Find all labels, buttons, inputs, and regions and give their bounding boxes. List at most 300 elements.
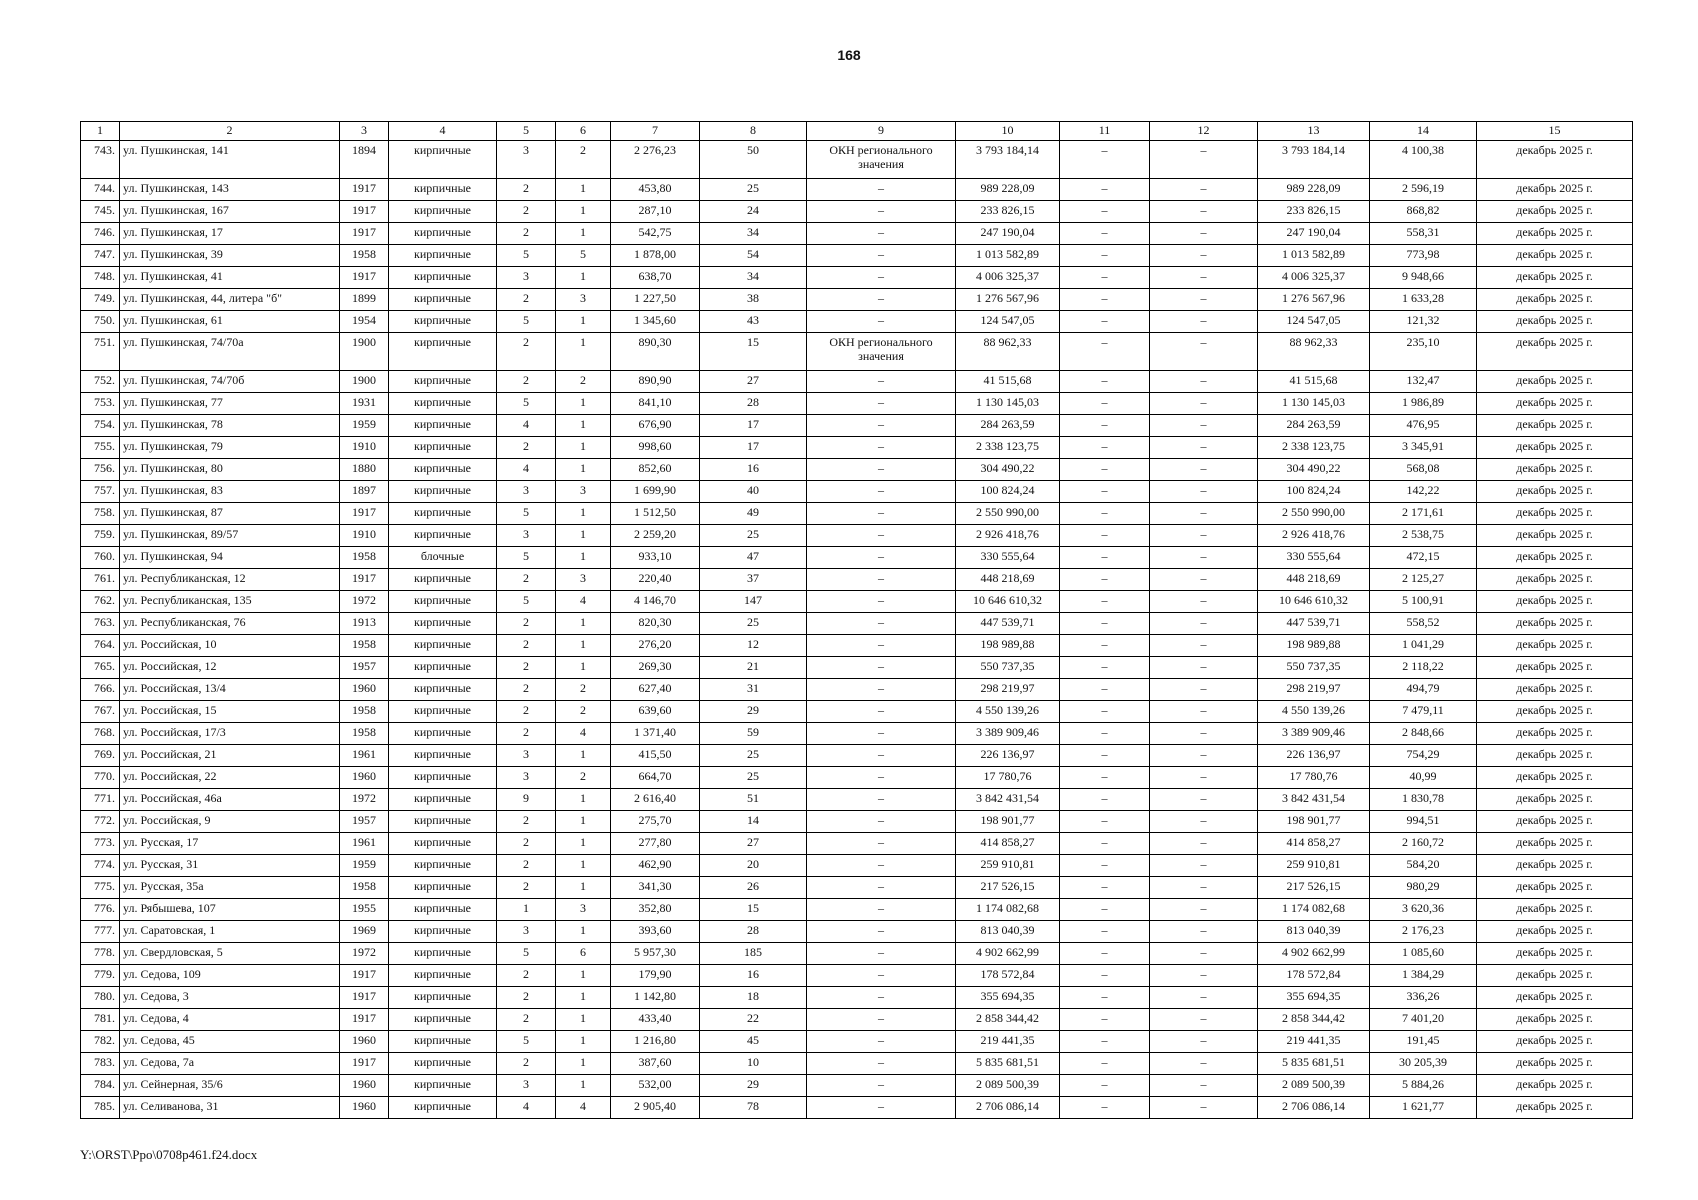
cell-address: ул. Седова, 45 — [120, 1031, 340, 1053]
cell-cost-per-sqm: 754,29 — [1370, 745, 1477, 767]
cell-row-number: 773. — [81, 833, 120, 855]
cell-floors: 2 — [497, 1009, 556, 1031]
cell-row-number: 758. — [81, 503, 120, 525]
cell-entrances: 1 — [556, 921, 611, 943]
cell-cost-col-11: – — [1060, 459, 1150, 481]
cell-area: 1 512,50 — [611, 503, 700, 525]
cell-deadline: декабрь 2025 г. — [1477, 223, 1633, 245]
table-row — [81, 965, 1633, 987]
cell-entrances: 4 — [556, 723, 611, 745]
cell-deadline: декабрь 2025 г. — [1477, 1009, 1633, 1031]
cell-deadline: декабрь 2025 г. — [1477, 1075, 1633, 1097]
cell-entrances: 1 — [556, 333, 611, 371]
cell-residents: 185 — [700, 943, 807, 965]
cell-residents: 40 — [700, 481, 807, 503]
cell-row-number: 769. — [81, 745, 120, 767]
cell-entrances: 1 — [556, 201, 611, 223]
cell-area: 269,30 — [611, 657, 700, 679]
cell-cost-col-12: – — [1150, 503, 1258, 525]
cell-row-number: 784. — [81, 1075, 120, 1097]
cell-cost-per-sqm: 558,31 — [1370, 223, 1477, 245]
cell-cost-col-13: 284 263,59 — [1258, 415, 1370, 437]
cell-cost-total: 298 219,97 — [956, 679, 1060, 701]
cell-cost-col-13: 447 539,71 — [1258, 613, 1370, 635]
cell-cost-col-12: – — [1150, 921, 1258, 943]
cell-residents: 25 — [700, 525, 807, 547]
cell-wall-material: кирпичные — [389, 201, 497, 223]
cell-area: 1 142,80 — [611, 987, 700, 1009]
cell-cost-total: 178 572,84 — [956, 965, 1060, 987]
cell-cost-col-12: – — [1150, 333, 1258, 371]
cell-wall-material: кирпичные — [389, 965, 497, 987]
cell-address: ул. Пушкинская, 87 — [120, 503, 340, 525]
cell-cost-col-13: 3 389 909,46 — [1258, 723, 1370, 745]
cell-area: 639,60 — [611, 701, 700, 723]
cell-address: ул. Пушкинская, 74/70а — [120, 333, 340, 371]
cell-address: ул. Пушкинская, 143 — [120, 179, 340, 201]
cell-year-built: 1917 — [340, 223, 389, 245]
cell-cost-col-12: – — [1150, 965, 1258, 987]
cell-cost-total: 124 547,05 — [956, 311, 1060, 333]
cell-cost-col-11: – — [1060, 503, 1150, 525]
cell-address: ул. Республиканская, 12 — [120, 569, 340, 591]
cell-address: ул. Русская, 17 — [120, 833, 340, 855]
table-row — [81, 635, 1633, 657]
cell-floors: 3 — [497, 745, 556, 767]
cell-cost-col-12: – — [1150, 877, 1258, 899]
cell-cost-total: 3 793 184,14 — [956, 141, 1060, 179]
cell-residents: 25 — [700, 745, 807, 767]
cell-address: ул. Пушкинская, 61 — [120, 311, 340, 333]
cell-entrances: 1 — [556, 547, 611, 569]
cell-cost-col-11: – — [1060, 679, 1150, 701]
cell-floors: 9 — [497, 789, 556, 811]
cell-heritage-status: – — [807, 1053, 956, 1075]
cell-area: 275,70 — [611, 811, 700, 833]
cell-cost-col-13: 100 824,24 — [1258, 481, 1370, 503]
cell-address: ул. Пушкинская, 94 — [120, 547, 340, 569]
cell-floors: 2 — [497, 179, 556, 201]
cell-floors: 1 — [497, 899, 556, 921]
cell-deadline: декабрь 2025 г. — [1477, 547, 1633, 569]
cell-area: 415,50 — [611, 745, 700, 767]
table-row — [81, 877, 1633, 899]
cell-residents: 27 — [700, 371, 807, 393]
table-row — [81, 311, 1633, 333]
cell-floors: 2 — [497, 289, 556, 311]
cell-row-number: 765. — [81, 657, 120, 679]
cell-deadline: декабрь 2025 г. — [1477, 525, 1633, 547]
cell-floors: 3 — [497, 525, 556, 547]
cell-floors: 2 — [497, 333, 556, 371]
cell-row-number: 744. — [81, 179, 120, 201]
cell-deadline: декабрь 2025 г. — [1477, 701, 1633, 723]
cell-deadline: декабрь 2025 г. — [1477, 613, 1633, 635]
cell-cost-col-13: 17 780,76 — [1258, 767, 1370, 789]
cell-residents: 34 — [700, 223, 807, 245]
cell-deadline: декабрь 2025 г. — [1477, 1097, 1633, 1119]
cell-residents: 22 — [700, 1009, 807, 1031]
cell-entrances: 2 — [556, 371, 611, 393]
cell-area: 1 345,60 — [611, 311, 700, 333]
cell-heritage-status: – — [807, 569, 956, 591]
cell-floors: 2 — [497, 679, 556, 701]
cell-address: ул. Седова, 7а — [120, 1053, 340, 1075]
cell-entrances: 1 — [556, 745, 611, 767]
cell-entrances: 1 — [556, 1009, 611, 1031]
cell-heritage-status: ОКН регионального значения — [807, 333, 956, 371]
cell-residents: 26 — [700, 877, 807, 899]
cell-heritage-status: – — [807, 1075, 956, 1097]
table-row — [81, 333, 1633, 371]
cell-area: 676,90 — [611, 415, 700, 437]
cell-cost-col-11: – — [1060, 855, 1150, 877]
cell-year-built: 1958 — [340, 877, 389, 899]
cell-deadline: декабрь 2025 г. — [1477, 591, 1633, 613]
cell-address: ул. Пушкинская, 17 — [120, 223, 340, 245]
cell-deadline: декабрь 2025 г. — [1477, 503, 1633, 525]
cell-cost-per-sqm: 1 621,77 — [1370, 1097, 1477, 1119]
cell-deadline: декабрь 2025 г. — [1477, 333, 1633, 371]
cell-cost-per-sqm: 568,08 — [1370, 459, 1477, 481]
cell-cost-total: 233 826,15 — [956, 201, 1060, 223]
cell-cost-col-12: – — [1150, 141, 1258, 179]
cell-cost-col-12: – — [1150, 855, 1258, 877]
cell-row-number: 764. — [81, 635, 120, 657]
cell-deadline: декабрь 2025 г. — [1477, 987, 1633, 1009]
cell-year-built: 1960 — [340, 679, 389, 701]
cell-wall-material: кирпичные — [389, 745, 497, 767]
cell-wall-material: кирпичные — [389, 591, 497, 613]
cell-residents: 47 — [700, 547, 807, 569]
cell-cost-col-13: 1 276 567,96 — [1258, 289, 1370, 311]
table-row — [81, 267, 1633, 289]
cell-cost-col-11: – — [1060, 141, 1150, 179]
cell-row-number: 757. — [81, 481, 120, 503]
cell-cost-total: 447 539,71 — [956, 613, 1060, 635]
cell-address: ул. Саратовская, 1 — [120, 921, 340, 943]
cell-cost-col-13: 355 694,35 — [1258, 987, 1370, 1009]
cell-wall-material: кирпичные — [389, 437, 497, 459]
cell-cost-total: 198 901,77 — [956, 811, 1060, 833]
cell-heritage-status: – — [807, 745, 956, 767]
cell-row-number: 746. — [81, 223, 120, 245]
cell-cost-per-sqm: 2 125,27 — [1370, 569, 1477, 591]
cell-row-number: 775. — [81, 877, 120, 899]
cell-heritage-status: – — [807, 679, 956, 701]
cell-area: 532,00 — [611, 1075, 700, 1097]
cell-cost-col-13: 330 555,64 — [1258, 547, 1370, 569]
cell-cost-per-sqm: 2 848,66 — [1370, 723, 1477, 745]
column-header-6: 6 — [556, 122, 611, 141]
cell-year-built: 1913 — [340, 613, 389, 635]
cell-deadline: декабрь 2025 г. — [1477, 179, 1633, 201]
cell-entrances: 3 — [556, 899, 611, 921]
cell-address: ул. Пушкинская, 80 — [120, 459, 340, 481]
cell-residents: 16 — [700, 965, 807, 987]
cell-wall-material: кирпичные — [389, 333, 497, 371]
cell-cost-col-12: – — [1150, 289, 1258, 311]
cell-cost-total: 219 441,35 — [956, 1031, 1060, 1053]
cell-floors: 2 — [497, 855, 556, 877]
cell-cost-col-12: – — [1150, 811, 1258, 833]
cell-entrances: 1 — [556, 459, 611, 481]
cell-cost-col-12: – — [1150, 679, 1258, 701]
table-row — [81, 767, 1633, 789]
cell-cost-col-12: – — [1150, 547, 1258, 569]
cell-area: 276,20 — [611, 635, 700, 657]
cell-heritage-status: – — [807, 701, 956, 723]
cell-row-number: 754. — [81, 415, 120, 437]
cell-heritage-status: – — [807, 393, 956, 415]
cell-wall-material: кирпичные — [389, 503, 497, 525]
cell-cost-col-11: – — [1060, 267, 1150, 289]
cell-year-built: 1894 — [340, 141, 389, 179]
cell-wall-material: кирпичные — [389, 899, 497, 921]
cell-cost-col-12: – — [1150, 1031, 1258, 1053]
cell-cost-col-11: – — [1060, 201, 1150, 223]
table-row — [81, 141, 1633, 179]
table-row — [81, 833, 1633, 855]
table-row — [81, 657, 1633, 679]
cell-cost-per-sqm: 5 884,26 — [1370, 1075, 1477, 1097]
cell-floors: 2 — [497, 371, 556, 393]
cell-cost-col-11: – — [1060, 393, 1150, 415]
cell-cost-col-13: 233 826,15 — [1258, 201, 1370, 223]
cell-cost-total: 330 555,64 — [956, 547, 1060, 569]
cell-address: ул. Российская, 15 — [120, 701, 340, 723]
cell-heritage-status: – — [807, 789, 956, 811]
cell-area: 998,60 — [611, 437, 700, 459]
cell-year-built: 1972 — [340, 591, 389, 613]
cell-row-number: 785. — [81, 1097, 120, 1119]
cell-year-built: 1957 — [340, 657, 389, 679]
table-row — [81, 179, 1633, 201]
cell-entrances: 1 — [556, 223, 611, 245]
cell-wall-material: кирпичные — [389, 789, 497, 811]
cell-cost-total: 5 835 681,51 — [956, 1053, 1060, 1075]
cell-heritage-status: – — [807, 965, 956, 987]
cell-heritage-status: – — [807, 591, 956, 613]
cell-residents: 78 — [700, 1097, 807, 1119]
cell-entrances: 2 — [556, 679, 611, 701]
cell-address: ул. Пушкинская, 74/70б — [120, 371, 340, 393]
cell-cost-total: 1 013 582,89 — [956, 245, 1060, 267]
cell-address: ул. Пушкинская, 79 — [120, 437, 340, 459]
cell-address: ул. Свердловская, 5 — [120, 943, 340, 965]
cell-cost-total: 3 842 431,54 — [956, 789, 1060, 811]
cell-row-number: 763. — [81, 613, 120, 635]
cell-cost-col-11: – — [1060, 547, 1150, 569]
column-header-9: 9 — [807, 122, 956, 141]
cell-address: ул. Российская, 46а — [120, 789, 340, 811]
cell-heritage-status: – — [807, 289, 956, 311]
cell-cost-col-11: – — [1060, 289, 1150, 311]
cell-cost-col-12: – — [1150, 201, 1258, 223]
cell-row-number: 751. — [81, 333, 120, 371]
cell-year-built: 1899 — [340, 289, 389, 311]
cell-cost-per-sqm: 494,79 — [1370, 679, 1477, 701]
cell-heritage-status: – — [807, 267, 956, 289]
cell-cost-col-11: – — [1060, 635, 1150, 657]
cell-cost-per-sqm: 1 041,29 — [1370, 635, 1477, 657]
cell-floors: 5 — [497, 547, 556, 569]
cell-year-built: 1910 — [340, 437, 389, 459]
cell-address: ул. Российская, 17/3 — [120, 723, 340, 745]
cell-address: ул. Пушкинская, 39 — [120, 245, 340, 267]
cell-row-number: 766. — [81, 679, 120, 701]
cell-row-number: 776. — [81, 899, 120, 921]
column-header-14: 14 — [1370, 122, 1477, 141]
cell-deadline: декабрь 2025 г. — [1477, 811, 1633, 833]
cell-cost-col-13: 3 793 184,14 — [1258, 141, 1370, 179]
cell-address: ул. Российская, 10 — [120, 635, 340, 657]
table-row — [81, 547, 1633, 569]
cell-floors: 3 — [497, 921, 556, 943]
cell-entrances: 1 — [556, 1031, 611, 1053]
cell-cost-per-sqm: 142,22 — [1370, 481, 1477, 503]
cell-floors: 3 — [497, 481, 556, 503]
cell-residents: 51 — [700, 789, 807, 811]
cell-cost-col-13: 2 926 418,76 — [1258, 525, 1370, 547]
cell-residents: 37 — [700, 569, 807, 591]
table-row — [81, 745, 1633, 767]
cell-entrances: 5 — [556, 245, 611, 267]
cell-deadline: декабрь 2025 г. — [1477, 289, 1633, 311]
cell-floors: 2 — [497, 657, 556, 679]
cell-heritage-status: – — [807, 1097, 956, 1119]
cell-address: ул. Российская, 22 — [120, 767, 340, 789]
cell-cost-col-13: 3 842 431,54 — [1258, 789, 1370, 811]
cell-year-built: 1957 — [340, 811, 389, 833]
cell-cost-col-13: 226 136,97 — [1258, 745, 1370, 767]
table-row — [81, 679, 1633, 701]
cell-year-built: 1900 — [340, 371, 389, 393]
cell-wall-material: кирпичные — [389, 245, 497, 267]
cell-residents: 25 — [700, 767, 807, 789]
cell-cost-per-sqm: 235,10 — [1370, 333, 1477, 371]
cell-deadline: декабрь 2025 г. — [1477, 855, 1633, 877]
cell-entrances: 1 — [556, 855, 611, 877]
cell-entrances: 1 — [556, 987, 611, 1009]
cell-cost-col-12: – — [1150, 245, 1258, 267]
cell-address: ул. Пушкинская, 89/57 — [120, 525, 340, 547]
table-row — [81, 223, 1633, 245]
cell-cost-col-13: 989 228,09 — [1258, 179, 1370, 201]
cell-area: 2 276,23 — [611, 141, 700, 179]
cell-floors: 2 — [497, 701, 556, 723]
cell-wall-material: кирпичные — [389, 987, 497, 1009]
cell-row-number: 755. — [81, 437, 120, 459]
cell-wall-material: кирпичные — [389, 701, 497, 723]
cell-floors: 5 — [497, 1031, 556, 1053]
cell-cost-col-11: – — [1060, 481, 1150, 503]
cell-entrances: 1 — [556, 613, 611, 635]
cell-cost-col-13: 198 989,88 — [1258, 635, 1370, 657]
cell-cost-per-sqm: 2 118,22 — [1370, 657, 1477, 679]
cell-cost-per-sqm: 121,32 — [1370, 311, 1477, 333]
cell-entrances: 1 — [556, 415, 611, 437]
cell-wall-material: кирпичные — [389, 1097, 497, 1119]
cell-residents: 14 — [700, 811, 807, 833]
cell-wall-material: кирпичные — [389, 657, 497, 679]
cell-cost-total: 1 174 082,68 — [956, 899, 1060, 921]
cell-residents: 34 — [700, 267, 807, 289]
cell-cost-col-12: – — [1150, 223, 1258, 245]
cell-wall-material: кирпичные — [389, 877, 497, 899]
cell-row-number: 756. — [81, 459, 120, 481]
cell-year-built: 1917 — [340, 179, 389, 201]
cell-area: 841,10 — [611, 393, 700, 415]
cell-cost-col-13: 813 040,39 — [1258, 921, 1370, 943]
cell-cost-col-12: – — [1150, 789, 1258, 811]
cell-cost-per-sqm: 584,20 — [1370, 855, 1477, 877]
cell-year-built: 1917 — [340, 1053, 389, 1075]
cell-cost-col-12: – — [1150, 415, 1258, 437]
cell-wall-material: кирпичные — [389, 767, 497, 789]
cell-floors: 3 — [497, 267, 556, 289]
cell-area: 462,90 — [611, 855, 700, 877]
cell-cost-col-12: – — [1150, 657, 1258, 679]
cell-cost-col-13: 259 910,81 — [1258, 855, 1370, 877]
cell-cost-col-11: – — [1060, 943, 1150, 965]
cell-area: 890,90 — [611, 371, 700, 393]
cell-deadline: декабрь 2025 г. — [1477, 141, 1633, 179]
cell-entrances: 1 — [556, 1075, 611, 1097]
cell-row-number: 780. — [81, 987, 120, 1009]
cell-floors: 2 — [497, 635, 556, 657]
cell-cost-col-13: 414 858,27 — [1258, 833, 1370, 855]
cell-row-number: 743. — [81, 141, 120, 179]
cell-cost-per-sqm: 1 830,78 — [1370, 789, 1477, 811]
cell-year-built: 1958 — [340, 245, 389, 267]
cell-floors: 2 — [497, 569, 556, 591]
cell-cost-total: 2 926 418,76 — [956, 525, 1060, 547]
cell-heritage-status: – — [807, 657, 956, 679]
cell-entrances: 1 — [556, 657, 611, 679]
cell-wall-material: кирпичные — [389, 459, 497, 481]
cell-cost-total: 1 130 145,03 — [956, 393, 1060, 415]
cell-row-number: 782. — [81, 1031, 120, 1053]
cell-cost-col-12: – — [1150, 481, 1258, 503]
cell-cost-col-11: – — [1060, 311, 1150, 333]
cell-heritage-status: – — [807, 899, 956, 921]
cell-cost-col-11: – — [1060, 811, 1150, 833]
table-row — [81, 1009, 1633, 1031]
cell-entrances: 4 — [556, 591, 611, 613]
cell-heritage-status: – — [807, 311, 956, 333]
column-header-12: 12 — [1150, 122, 1258, 141]
cell-cost-per-sqm: 1 085,60 — [1370, 943, 1477, 965]
cell-heritage-status: – — [807, 525, 956, 547]
cell-cost-per-sqm: 558,52 — [1370, 613, 1477, 635]
cell-residents: 17 — [700, 437, 807, 459]
cell-heritage-status: – — [807, 179, 956, 201]
cell-year-built: 1954 — [340, 311, 389, 333]
cell-heritage-status: – — [807, 245, 956, 267]
cell-wall-material: кирпичные — [389, 635, 497, 657]
cell-wall-material: кирпичные — [389, 811, 497, 833]
table-row — [81, 789, 1633, 811]
cell-area: 1 371,40 — [611, 723, 700, 745]
cell-address: ул. Республиканская, 135 — [120, 591, 340, 613]
document-path-footer: Y:\ORST\Ppo\0708p461.f24.docx — [80, 1147, 258, 1162]
table-row — [81, 613, 1633, 635]
cell-residents: 15 — [700, 899, 807, 921]
cell-residents: 25 — [700, 613, 807, 635]
cell-cost-per-sqm: 30 205,39 — [1370, 1053, 1477, 1075]
cell-entrances: 2 — [556, 701, 611, 723]
